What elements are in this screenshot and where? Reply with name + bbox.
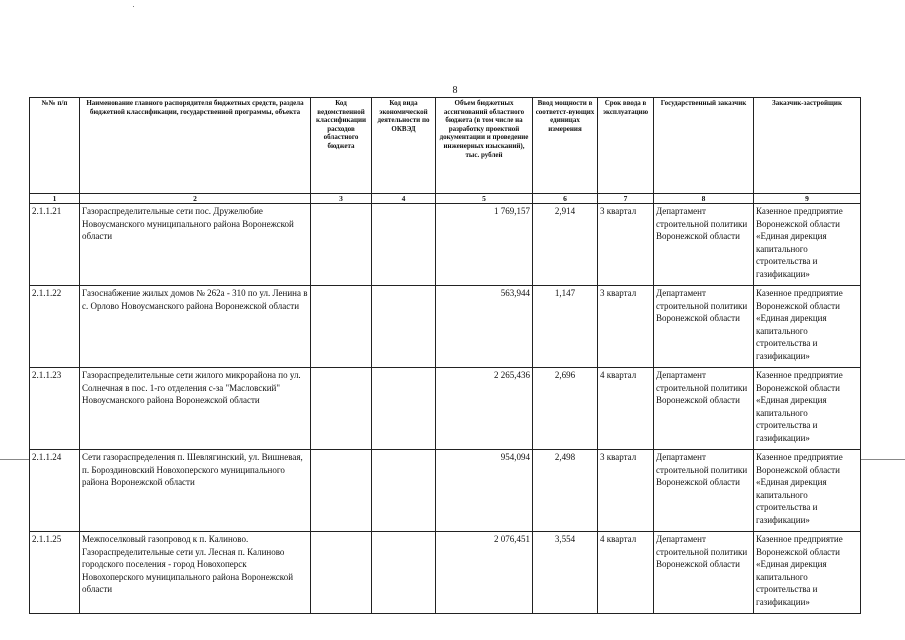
header-volume: Объем бюджетных ассигнований областного бюджета (в том числе на разработку проектной документации и проведение инженерных изысканий), тыс. рублей [436,98,533,194]
row-volume: 1 769,157 [436,204,533,286]
row-term: 4 квартал [598,368,654,450]
row-name: Газораспределительные сети пос. Дружелюбие Новоусманского муниципального района Воронежской области [80,204,311,286]
row-okved [372,204,436,286]
header-dept-code: Код ведомственной классификации расходов областного бюджета [311,98,372,194]
row-customer: Департамент строительной политики Воронежской области [654,286,754,368]
table-row [30,286,861,368]
column-number: 6 [533,194,598,204]
header-developer: Заказчик-застройщик [754,98,861,194]
row-volume: 2 076,451 [436,532,533,614]
row-developer: Казенное предприятие Воронежской области «Единая дирекция капитального строительства и газификации» [754,204,861,286]
row-capacity: 2,914 [533,204,598,286]
row-volume: 2 265,436 [436,368,533,450]
row-dept-code [311,286,372,368]
row-id: 2.1.1.24 [30,450,80,532]
row-developer: Казенное предприятие Воронежской области «Единая дирекция капитального строительства и газификации» [754,450,861,532]
scan-speck [133,6,134,7]
row-name: Газораспределительные сети жилого микрорайона по ул. Солнечная в пос. 1-го отделения с-за "Масловский" Новоусманского района Воронежской области [80,368,311,450]
row-id: 2.1.1.25 [30,532,80,614]
row-name: Сети газораспределения п. Шевлягинский, ул. Вишневая, п. Бороздиновский Новохоперского муниципального района Воронежской области [80,450,311,532]
table-row [30,450,861,532]
column-number: 1 [30,194,80,204]
column-number: 5 [436,194,533,204]
row-okved [372,286,436,368]
row-customer: Департамент строительной политики Воронежской области [654,368,754,450]
column-number: 9 [754,194,861,204]
row-id: 2.1.1.23 [30,368,80,450]
row-dept-code [311,204,372,286]
row-id: 2.1.1.22 [30,286,80,368]
scan-artifact-line-right [860,459,905,460]
table-header-row [30,98,861,194]
row-volume: 954,094 [436,450,533,532]
column-number: 8 [654,194,754,204]
header-capacity: Ввод мощности в соответст-вующих единицах измерения [533,98,598,194]
row-customer: Департамент строительной политики Воронежской области [654,450,754,532]
row-capacity: 3,554 [533,532,598,614]
row-term: 4 квартал [598,532,654,614]
table-row [30,204,861,286]
row-dept-code [311,450,372,532]
row-developer: Казенное предприятие Воронежской области «Единая дирекция капитального строительства и газификации» [754,532,861,614]
column-number: 3 [311,194,372,204]
table-row [30,532,861,614]
row-okved [372,532,436,614]
row-developer: Казенное предприятие Воронежской области «Единая дирекция капитального строительства и газификации» [754,286,861,368]
row-capacity: 1,147 [533,286,598,368]
table-row [30,368,861,450]
row-okved [372,450,436,532]
row-term: 3 квартал [598,286,654,368]
row-name: Межпоселковый газопровод к п. Калиново. Газораспределительные сети ул. Лесная п. Калиново городского поселения - город Новохоперск Новохоперского муниципального района Воронежской области [80,532,311,614]
row-customer: Департамент строительной политики Воронежской области [654,532,754,614]
row-dept-code [311,532,372,614]
column-number: 7 [598,194,654,204]
column-number: 4 [372,194,436,204]
row-name: Газоснабжение жилых домов № 262а - 310 по ул. Ленина в с. Орлово Новоусманского района Воронежской области [80,286,311,368]
page-number: 8 [452,85,458,96]
header-term: Срок ввода в эксплуатацию [598,98,654,194]
row-dept-code [311,368,372,450]
header-num: №№ п/п [30,98,80,194]
row-okved [372,368,436,450]
row-developer: Казенное предприятие Воронежской области «Единая дирекция капитального строительства и газификации» [754,368,861,450]
header-state-customer: Государственный заказчик [654,98,754,194]
scan-artifact-line-left [0,459,29,460]
header-name: Наименование главного распорядителя бюджетных средств, раздела бюджетной классификации, государственной программы, объекта [80,98,311,194]
row-capacity: 2,696 [533,368,598,450]
row-term: 3 квартал [598,450,654,532]
column-number-row [30,194,861,204]
row-customer: Департамент строительной политики Воронежской области [654,204,754,286]
header-okved: Код вида экономической деятельности по ОКВЭД [372,98,436,194]
row-volume: 563,944 [436,286,533,368]
budget-table [29,97,861,614]
row-capacity: 2,498 [533,450,598,532]
row-term: 3 квартал [598,204,654,286]
column-number: 2 [80,194,311,204]
row-id: 2.1.1.21 [30,204,80,286]
